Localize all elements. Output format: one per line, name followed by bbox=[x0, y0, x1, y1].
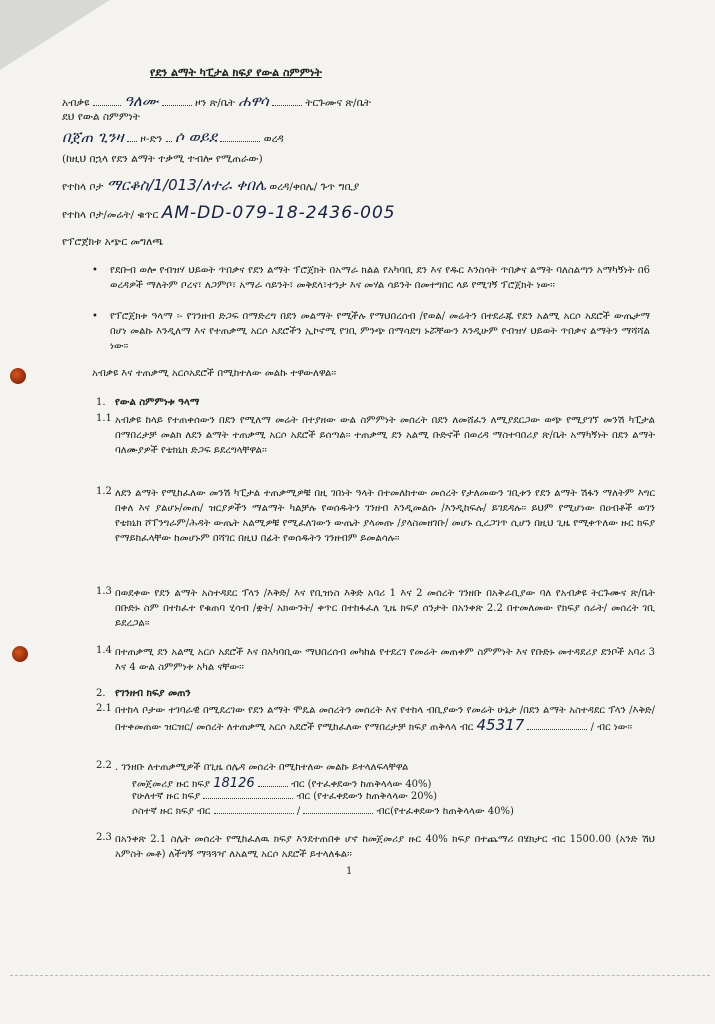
row3-value: በጀጠ ጊንዛ bbox=[62, 128, 124, 146]
row-6 bbox=[62, 203, 396, 223]
row-7: የፕሮጀክቱ አጭር መግለጫ bbox=[62, 236, 164, 248]
row-4: (ከዚህ በኋላ የደን ልማት ተቃሚ ተብሎ የሚጠራው) bbox=[62, 153, 263, 165]
row1-label-a: አብቃዩ bbox=[62, 97, 90, 109]
page-number: 1 bbox=[346, 866, 353, 877]
bullet-2: • የፕሮጀክቱ ዓላማ ፡- የገንዘብ ድጋፍ በማድረግ በደን መልማት የሚችሉ የማህበረሰብ /የወል/ መሬትን በተደራጁ የደን አልሚ አርሶ አደሮች ውጤታማ በሆነ መልኩ እንዲለማ እና የተጠቃሚ አርሶ አደሮችን ኢኮኖሚ የገቢ ምንጭ በማሳደግ ኑሯቸውን እንዲሁም የብዝሃ ህይወት ጥበቃና ልማትን ማሻሻል ነው፡፡ bbox=[110, 309, 650, 354]
s1-2-num: 1.2 bbox=[96, 486, 112, 497]
s1-4-text: በተጠቃሚ ደን አልሚ አርሶ አደሮች እና በአካባቢው ማህበረሰብ መካከል የተደረገ የመሬት መጠቀም ስምምነት እና የቡድኑ መተዳደሪያ ደንቦች አባሪ 3 እና 4 ውል ስምምነቱ አካል ናቸው፡፡ bbox=[115, 647, 655, 673]
section1-title: የውል ስምምነቱ ዓላማ bbox=[115, 397, 200, 408]
row1-label-b: ዞን ጽ/ቤት bbox=[195, 97, 236, 109]
s2-2-l2-suffix: ብር (የተፈቀደውን ከጠቅላላው 20%) bbox=[296, 791, 438, 802]
s2-2-l1-suffix: ብር (የተፈቀደውን ከጠቅላላው 40%) bbox=[290, 779, 432, 790]
section2-title: የገንዘብ ክፍያ መጠን bbox=[115, 688, 191, 699]
row-3 bbox=[62, 128, 284, 146]
s2-2-num: 2.2 bbox=[96, 760, 112, 771]
row3-value-b: ሶ ወይደ bbox=[174, 128, 218, 146]
s2-1-text-b: / ብር ነው፡፡ bbox=[590, 722, 633, 733]
row-2: ደህ የውል ስምምነት bbox=[62, 111, 140, 123]
s1-1-num: 1.1 bbox=[96, 413, 112, 424]
s2-2-l1-amount: 18126 bbox=[213, 776, 255, 791]
s2-2-line-2 bbox=[132, 791, 437, 802]
s2-2-l2-label: የሁለተኛ ዙር ክፍያ bbox=[132, 791, 201, 802]
s2-1-text bbox=[115, 703, 655, 735]
s2-1-num: 2.1 bbox=[96, 703, 112, 714]
row6-value: AM-DD-079-18-2436-005 bbox=[161, 203, 396, 223]
punch-hole-top bbox=[10, 368, 26, 384]
s2-2-l1-label: የመጀመሪያ ዙር ክፍያ bbox=[132, 779, 211, 790]
bullet-1: • የደቡብ ወሎ የብዝሃ ህይወት ጥበቃና የደን ልማት ፕሮጀክት በአማራ ክልል የአካባቢ ደን እና የዱር እንስሳት ጥበቃና ልማት ባለስልጣን አማካኝነት በ6 ወረዳዎች ማለትም ቦረና፣ ለጋምቦ፣ አማራ ሳይንት፣ መቅደላ፣ተንታ እና መሃል ሳይንት በመተግበር ላይ የሚገኝ ፕሮጀክት ነው፡፡ bbox=[110, 263, 650, 293]
row6-label: የተከላ ቦታ/መሬት/ ቁጥር bbox=[62, 209, 159, 221]
s1-2-text: ለደን ልማት የሚከፈለው መንሽ ካፒታል ተጠቃሚዎቹ በዚ ገበነት ዓላት በተመለከተው መሰረት የታለመውን ገቢቱን የደን ልማት ሽፋን ማለትም እግር በቀለ እና ያልሆኑ/መጠ/ ዝርያዎችን ማልማት ካልቻሉ የወሰዱትን ገንዘብ እንዲመልሱ /እንዲከፍሉ/ ይገደዳሉ፡፡ ይህም የሚሆነው በዐብቶች ወገን የቴክኒክ ሾፐንግራም/ሕዳት ውጤት አልሚዎቹ የሚፈለገውን ውጤት ያላመጡ /ያላስመዘገቡ/ መሆኑ ሲረጋገጥ ሲሆን በዚህ ጊዜ የሚቀጥለው ዙር ክፍያ የማይከፈላቸው ከመሆኑም በሻገር በዚህ በፊት የወሰዱትን ገንዘብም ይመልሳሉ፡፡ bbox=[115, 488, 655, 544]
row1-label-c: ትርጉሙና ጽ/ቤት bbox=[305, 97, 371, 109]
row1-value-a: ዓለሙ bbox=[124, 92, 159, 110]
s2-1-amount: 45317 bbox=[476, 716, 525, 734]
row1-value-b: ሐዋሳ bbox=[238, 92, 269, 110]
s2-2-line-3: ሶስተኛ ዙር ክፍያ ብር / ብር(የተፈቀደውን ከጠቅላላው 40%) bbox=[132, 806, 514, 817]
s1-1-text: አብቃዩ ከላይ የተጠቀሰውን በደን የሚለማ መሬት በተያዘው ውል ስምምነት መሰረት በደን ለመሸፈን ለሚያደርጋው ወጭ የሚያገኘ መንሽ ካፒታል በማበረታቻ መልክ ለደን ልማት ተጠቃሚ አርሶ አደሮች ይሰጣል፡፡ ተጠቃሚ ደን አልሚ ቡድኖች በወረዳ ማስተባበሪያ ጽ/ቤት አማካኝነት በደን ልማት ባለሙያዎች የቴክኒክ ድጋፍ ይደረግላቸዋል፡፡ bbox=[115, 415, 655, 456]
row3-label-b: ወረዳ bbox=[263, 133, 284, 145]
s1-3-text: በወደቀው የደን ልማት አስተዳደር ፕላን /እቅድ/ እና የቢዝነስ እቅድ አባሪ 1 እና 2 መሰረት ገንዘቡ በአቅራቢያው ባለ የአብቃዩ ትርጉሙና ጽ/ቤት በቡድኑ ስም በተከፈተ የቁጠባ ሂሳብ /ቋት/ አክውንት/ ቀጥር በተከፋፈለ ጊዜ ክፍያ ሰንታት በአንቀጽ 2.2 በተመለመው የክፍያ ሰራት/ መሰረት ገቢ ይደረጋል፡፡ bbox=[115, 588, 655, 629]
row5-label-b: ወረዳ/ቀበሌ/ ጉጥ ግቢያ bbox=[269, 181, 360, 193]
s2-3-text: በአንቀጽ 2.1 ስሌት መሰረት የሚከፈለዉ ክፍያ እንደተጠበቀ ሆኖ ከመጀመሪያ ዙር 40% ክፍያ በተጨማሪ በሄክታር ብር 1500.00 (አንድ ሽህ አምስት መቶ) ለችግኝ ማጓጓዣ ለአልሚ አርሶ አደሮች ይተላለፋል፡፡ bbox=[115, 834, 655, 860]
row-5 bbox=[62, 176, 359, 194]
row5-label-a: የተከላ ቦታ bbox=[62, 181, 104, 193]
intro-line: አብቃዩ እና ተጠቃሚ አርሶአደሮች በሚከተለው መልኩ ተዋውለዋል፡፡ bbox=[92, 368, 337, 379]
paper-edge-line bbox=[10, 975, 710, 977]
row3-label-a: ዞ-ድን bbox=[140, 133, 163, 145]
s2-3-num: 2.3 bbox=[96, 832, 112, 843]
row-1 bbox=[62, 92, 371, 110]
punch-hole-bottom bbox=[12, 646, 28, 662]
document-page: የደን ልማት ካፒታል ክፍያ የውል ስምምነት አብቃዩ ዓለሙ ዞን ጽ/ቤት ሐዋሳ ትርጉሙና ጽ/ቤት ደህ የውል ስምምነት በጀጠ ጊንዛ ዞ-ድን ሶ ወይደ ወረዳ (ከዚህ በኋላ የደን ልማት ተቃሚ ተብሎ የሚጠራው) የተከላ ቦታ ማርቆስ/1/013/ለተራ ቀበሌ ወረዳ/ቀበሌ/ ጉጥ ግቢያ የተከላ ቦታ/መሬት/ ቁጥር AM-DD-079-18-2436-005 የፕሮጀክቱ አጭር መግለጫ • የደቡብ ወሎ የብዝሃ ህይወት ጥበቃና የደን ልማት ፕሮጀክት በአማራ ክልል የአካባቢ ደን እና የዱር እንስሳት ጥበቃና ልማት ባለስልጣን አማካኝነት በ6 ወረዳዎች ማለትም ቦረና፣ ለጋምቦ፣ አማራ ሳይንት፣ መቅደላ፣ተንታ እና መሃል ሳይንት በመተግበር ላይ የሚገኝ ፕሮጀክት ነው፡፡ • የፕሮጀክቱ ዓላማ ፡- የገንዘብ ድጋፍ በማድረግ በደን መልማት የሚችሉ የማህበረሰብ /የወል/ መሬትን በተደራጁ የደን አልሚ አርሶ አደሮች ውጤታማ በሆነ መልኩ እንዲለማ እና የተጠቃሚ አርሶ አደሮችን ኢኮኖሚ የገቢ ምንጭ በማሳደግ ኑሯቸውን እንዲሁም የብዝሃ ህይወት ጥበቃና ልማትን ማሻሻል ነው፡፡ አብቃዩ እና ተጠቃሚ አርሶአደሮች በሚከተለው መልኩ ተዋውለዋል፡፡ 1. የውል ስምምነቱ ዓላማ 1.1 አብቃዩ ከላይ የተጠቀሰውን በደን የሚለማ መሬት በተያዘው ውል ስምምነት መሰረት በደን ለመሸፈን ለሚያደርጋው ወጭ የሚያገኘ መንሽ ካፒታል በማበረታቻ መልክ ለደን ልማት ተጠቃሚ አርሶ አደሮች ይሰጣል፡፡ ተጠቃሚ ደን አልሚ ቡድኖች በወረዳ ማስተባበሪያ ጽ/ቤት አማካኝነት በደን ልማት ባለሙያዎች የቴክኒክ ድጋፍ ይደረግላቸዋል፡፡ 1.2 ለደን ልማት የሚከፈለው መንሽ ካፒታል ተጠቃሚዎቹ በዚ ገበነት ዓላት በተመለከተው መሰረት የታለመውን ገቢቱን የደን ልማት ሽፋን ማለትም እግር በቀለ እና ያልሆኑ/መጠ/ ዝርያዎችን ማልማት ካልቻሉ የወሰዱትን ገንዘብ እንዲመልሱ /እንዲከፍሉ/ ይገደዳሉ፡፡ ይህም የሚሆነው በዐብቶች ወገን የቴክኒክ ሾፐንግራም/ሕዳት ውጤት አልሚዎቹ የሚፈለገውን ውጤት ያላመጡ /ያላስመዘገቡ/ መሆኑ ሲረጋገጥ ሲሆን በዚህ ጊዜ የሚቀጥለው ዙር ክፍያ የማይከፈላቸው ከመሆኑም በሻገር በዚህ በፊት የወሰዱትን ገንዘብም ይመልሳሉ፡፡ 1.3 በወደቀው የደን ልማት አስተዳደር ፕላን /እቅድ/ እና የቢዝነስ እቅድ አባሪ 1 እና 2 መሰረት ገንዘቡ በአቅራቢያው ባለ የአብቃዩ ትርጉሙና ጽ/ቤት በቡድኑ ስም በተከፈተ የቁጠባ ሂሳብ /ቋት/ አክውንት/ ቀጥር በተከፋፈለ ጊዜ ክፍያ ሰንታት በአንቀጽ 2.2 በተመለመው የክፍያ ሰራት/ መሰረት ገቢ ይደረጋል፡፡ 1.4 በተጠቃሚ ደን አልሚ አርሶ አደሮች እና በአካባቢው ማህበረሰብ መካከል የተደረገ የመሬት መጠቀም ስምምነት እና የቡድኑ መተዳደሪያ ደንቦች አባሪ 3 እና 4 ውል ስምምነቱ አካል ናቸው፡፡ 2. የገንዘብ ክፍያ መጠን 2.1 በተከላ ቦታው ተገባራዊ በሚደረገው የደን ልማት ሞዴል መሰረትን መሰረት እና የተከላ ብቢያውን የመሬት ሁኔታ /በደን ልማት አስተዳደር ፕላን /እቅድ/ በተቀመጠው ዝርዝር/ መሰረት ለተጠቃሚ አርሶ አደሮች የሚከፈለው የማበረታቻ ክፍያ ጠቅላላ ብር 45317 / ብር ነው፡፡ 2.2 . ገንዘቡ ለተጠቃሚዎች በጊዜ ሰሌዳ መሰረት በሚከተለው መልኩ ይተላለፍላቸዋል የመጀመሪያ ዙር ክፍያ 18126 ብር (የተፈቀደውን ከጠቅላላው 40%) የሁለተኛ ዙር ክፍያ ብር (የተፈቀደውን ከጠቅላላው 20%) ሶስተኛ ዙር ክፍያ ብር / ብር(የተፈቀደውን ከጠቅላላው 40%) 2.3 በአንቀጽ 2.1 ስሌት መሰረት የሚከፈለዉ ክፍያ እንደተጠበቀ ሆኖ ከመጀመሪያ ዙር 40% ክፍያ በተጨማሪ በሄክታር ብር 1500.00 (አንድ ሽህ አምስት መቶ) ለችግኝ ማጓጓዣ ለአልሚ አርሶ አደሮች ይተላለፋል፡፡ 1 bbox=[0, 0, 715, 1024]
s2-2-intro: . ገንዘቡ ለተጠቃሚዎች በጊዜ ሰሌዳ መሰረት በሚከተለው መልኩ ይተላለፍላቸዋል bbox=[115, 762, 409, 773]
s1-4-num: 1.4 bbox=[96, 645, 112, 656]
row5-value: ማርቆስ/1/013/ለተራ ቀበሌ bbox=[106, 176, 267, 194]
s2-2-line-1 bbox=[132, 776, 431, 791]
s2-1-text-a: በተከላ ቦታው ተገባራዊ በሚደረገው የደን ልማት ሞዴል መሰረትን መሰረት እና የተከላ ብቢያውን የመሬት ሁኔታ /በደን ልማት አስተዳደር ፕላን /እቅድ/ በተቀመጠው ዝርዝር/ መሰረት ለተጠቃሚ አርሶ አደሮች የሚከፈለው የማበረታቻ ክፍያ ጠቅላላ ብር bbox=[115, 705, 655, 733]
s2-2-l3-suffix: ብር(የተፈቀደውን ከጠቅላላው 40%) bbox=[376, 806, 514, 817]
s1-3-num: 1.3 bbox=[96, 586, 112, 597]
s2-2-l3-label: ሶስተኛ ዙር ክፍያ ብር bbox=[132, 806, 211, 817]
document-title: የደን ልማት ካፒታል ክፍያ የውል ስምምነት bbox=[150, 66, 322, 79]
